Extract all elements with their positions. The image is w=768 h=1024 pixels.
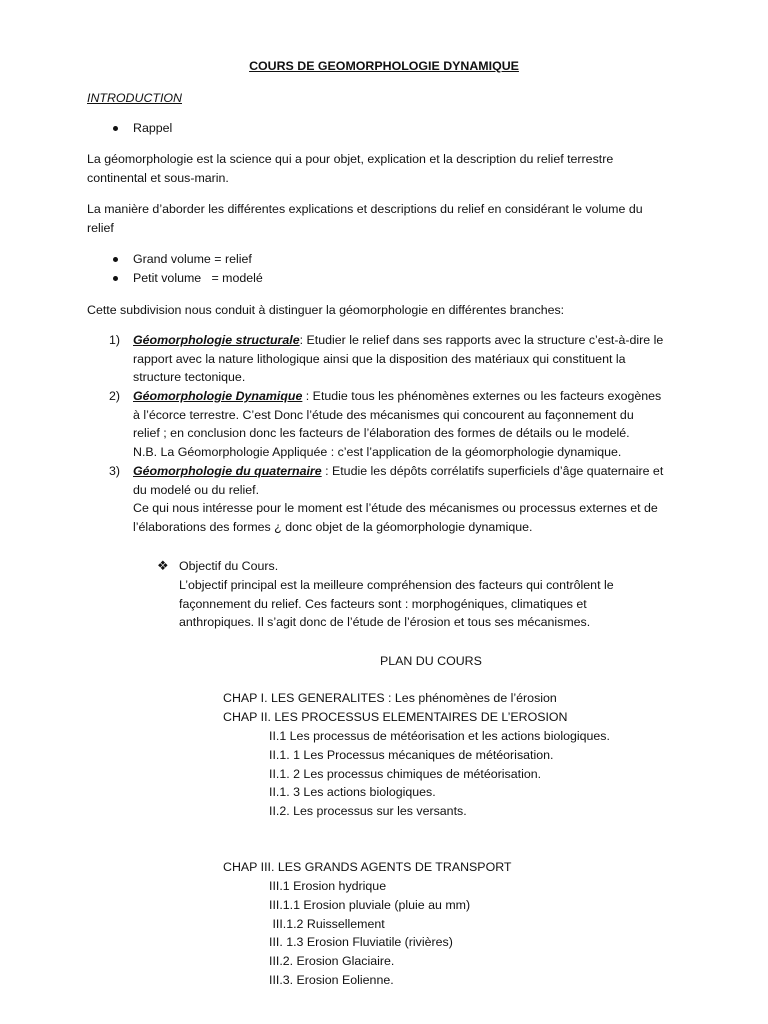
plan-item: III.2. Erosion Glaciaire.: [269, 954, 395, 969]
objective-heading: Objectif du Cours.: [179, 559, 279, 573]
branch-line: à l’écorce terrestre. C’est Donc l’étude des mécanismes qui concourent au façonnement du: [133, 407, 634, 422]
chapter-3-items: [269, 877, 470, 990]
branch-item-structurale: [133, 331, 693, 387]
paragraph-line: continental et sous-marin.: [87, 170, 229, 185]
objective-line: façonnement du relief. Ces facteurs sont : morphogéniques, climatiques et: [179, 596, 587, 611]
document-title: COURS DE GEOMORPHOLOGIE DYNAMIQUE: [249, 59, 519, 73]
objective-line: anthropiques. Il s’agit donc de l’étude de l’érosion et tous ses mécanismes.: [179, 615, 591, 630]
plan-item: III.1 Erosion hydrique: [269, 879, 387, 893]
chapter-1: CHAP I. LES GENERALITES : Les phénomènes de l’érosion: [223, 691, 557, 705]
list-number: 1): [109, 333, 121, 347]
branch-line: Ce qui nous intéresse pour le moment est l’étude des mécanismes ou processus externes et de: [133, 501, 658, 515]
objective-line: L’objectif principal est la meilleure compréhension des facteurs qui contrôlent le: [179, 577, 614, 592]
branch-item-dynamique: [133, 387, 693, 461]
branch-line: du modelé ou du relief.: [133, 482, 260, 497]
paragraph-line: La géomorphologie est la science qui a pour objet, explication et la description du relief terrestre: [87, 152, 614, 166]
plan-title: PLAN DU COURS: [380, 654, 482, 668]
plan-item: II.1. 1 Les Processus mécaniques de météorisation.: [269, 747, 554, 762]
paragraph-line: relief: [87, 220, 114, 235]
rappel-item: Rappel: [133, 121, 173, 135]
plan-item: II.1. 3 Les actions biologiques.: [269, 785, 436, 800]
branch-line: N.B. La Géomorphologie Appliquée : c’est l’application de la géomorphologie dynamique.: [133, 444, 622, 459]
branch-text: : Etudier le relief dans ses rapports avec la structure c’est-à-dire le: [299, 333, 664, 347]
volume-item: Petit volume = modelé: [133, 271, 263, 285]
plan-item: II.1. 2 Les processus chimiques de météorisation.: [269, 766, 542, 781]
chapter-2: CHAP II. LES PROCESSUS ELEMENTAIRES DE L’EROSION: [223, 710, 568, 724]
definition-paragraph: [87, 150, 687, 187]
objective-block: [179, 557, 614, 632]
branch-line: rapport avec la nature lithologique ainsi que la disposition des matériaux qui constituent la: [133, 351, 626, 366]
bullet-icon: [113, 126, 118, 131]
plan-item: III.1.1 Erosion pluviale (pluie au mm): [269, 897, 471, 912]
plan-item: III.3. Erosion Eolienne.: [269, 972, 394, 987]
bullet-icon: [113, 257, 118, 262]
branch-text: : Etudie tous les phénomènes externes ou les facteurs exogènes: [302, 389, 662, 403]
branch-term: Géomorphologie structurale: [133, 333, 300, 347]
branch-text: : Etudie les dépôts corrélatifs superficiels d’âge quaternaire et: [321, 464, 664, 478]
branch-line: l’élaborations des formes ¿ donc objet de la géomorphologie dynamique.: [133, 519, 533, 534]
list-number: 3): [109, 464, 121, 478]
plan-item: II.2. Les processus sur les versants.: [269, 804, 467, 819]
diamond-bullet-icon: ❖: [157, 558, 169, 573]
chapter-3: CHAP III. LES GRANDS AGENTS DE TRANSPORT: [223, 860, 512, 874]
branch-item-quaternaire: [133, 462, 693, 536]
paragraph-line: La manière d’aborder les différentes explications et descriptions du relief en considérant le volume du: [87, 202, 643, 216]
bullet-icon: [113, 276, 118, 281]
approach-paragraph: [87, 200, 687, 237]
volume-item: Grand volume = relief: [133, 252, 252, 266]
subdivision-sentence: Cette subdivision nous conduit à distinguer la géomorphologie en différentes branches:: [87, 303, 565, 317]
branch-line: relief ; en conclusion donc les facteurs de l’élaboration des formes de détails ou le modelé.: [133, 426, 630, 440]
branch-term: Géomorphologie du quaternaire: [133, 464, 322, 478]
plan-item: III.1.2 Ruissellement: [269, 916, 385, 931]
chapter-2-items: [269, 727, 610, 821]
branch-term: Géomorphologie Dynamique: [133, 389, 303, 403]
plan-item: II.1 Les processus de météorisation et les actions biologiques.: [269, 729, 610, 743]
branch-line: structure tectonique.: [133, 370, 246, 384]
plan-item: III. 1.3 Erosion Fluviatile (rivières): [269, 935, 453, 950]
list-number: 2): [109, 389, 121, 403]
introduction-heading: INTRODUCTION: [87, 91, 182, 105]
